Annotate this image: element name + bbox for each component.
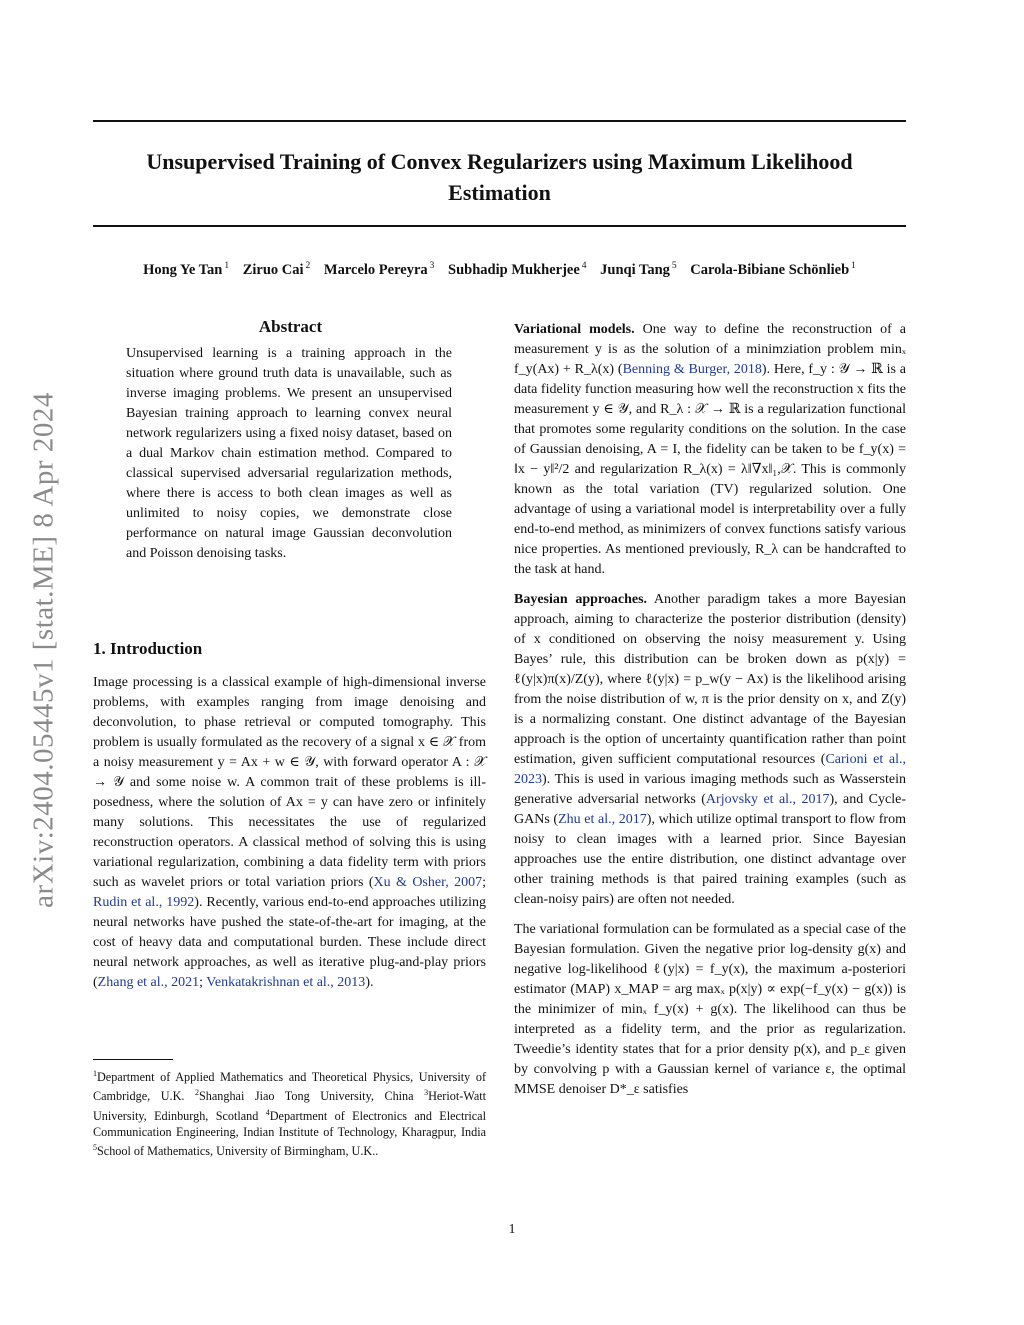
footnote-mark: 4	[265, 1107, 270, 1117]
introduction-heading: 1. Introduction	[93, 639, 203, 658]
page-number: 1	[508, 1222, 516, 1237]
author-affiliation-mark: 3	[429, 261, 435, 271]
author-affiliation-mark: 4	[581, 261, 587, 271]
affiliation: School of Mathematics, University of Birmingham, U.K..	[97, 1144, 379, 1159]
introduction-paragraph	[93, 673, 486, 993]
affiliation: Department of Electronics and Electrical Communication Engineering, Indian Institute of Technology, Kharagpur, India	[93, 1108, 486, 1140]
formulation-paragraph: The variational formulation can be formulated as a special case of the Bayesian formulation. Given the negative prior log-density g(x) and negative log-likelihood ℓ(y|x) = f_y(x), the maximum a-posteriori estimator (MAP) x_MAP = arg maxₓ p(x|y) ∝ exp(−f_y(x) − g(x)) is the minimizer of minₓ f_y(x) + g(x). The likelihood can thus be interpreted as a fidelity term, and the prior as regularization. Tweedie’s identity states that for a prior density p(x), and p_ε given by convolving p with a Gaussian kernel of variance ε, the optimal MMSE denoiser D*_ε satisfies	[514, 922, 906, 1097]
author-affiliation-mark: 5	[671, 261, 677, 271]
paragraph-heading: Bayesian approaches.	[514, 592, 648, 607]
author	[690, 262, 856, 278]
paragraph-text: ). This is used in various imaging methods such as Wasserstein generative adversarial networks (	[514, 772, 906, 807]
paragraph-text: Another paradigm takes a more Bayesian approach, aiming to characterize the posterior distribution (density) of x conditioned on observing the noisy measurement y. Using Bayes’ rule, this distribution can be broken down as p(x|y) = ℓ(y|x)π(x)/Z(y), where ℓ(y|x) = p_w(y − Ax) is the likelihood arising from the noise distribution of w, π is the prior density on x, and Z(y) is a normalizing constant. One distinct advantage of the Bayesian approach is the option of uncertainty quantification rather than point estimation, given sufficient computational resources (	[514, 592, 906, 767]
paragraph-text: ), and Cycle-GANs (	[514, 792, 906, 827]
author-name: Carola-Bibiane Schönlieb	[690, 261, 850, 278]
author	[448, 262, 587, 278]
author-name: Subhadip Mukherjee	[448, 261, 580, 278]
footnote-mark: 5	[93, 1143, 97, 1153]
paper-title: Unsupervised Training of Convex Regularizers using Maximum Likelihood Estimation	[146, 149, 853, 205]
intro-text: ). Recently, various end-to-end approaches utilizing neural networks have pushed the state-of-the-art for imaging, at the cost of heavy data and computational burden. These include direct neural network approaches, as well as iterative plug-and-play priors (	[93, 895, 487, 990]
intro-text: ;	[482, 875, 486, 890]
author-name: Hong Ye Tan	[143, 261, 223, 278]
author-affiliation-mark: 1	[851, 261, 856, 271]
arxiv-stamp: arXiv:2404.05445v1 [stat.ME] 8 Apr 2024	[27, 392, 60, 908]
citation-link[interactable]: Zhu et al., 2017	[558, 812, 647, 827]
citation-link[interactable]: Benning & Burger, 2018	[622, 362, 762, 377]
footnote-rule	[93, 1059, 173, 1060]
author	[600, 262, 677, 278]
paragraph-text: ). Here, f_y : 𝒴 → ℝ is a data fidelity function measuring how well the reconstruction x fits the measurement y ∈ 𝒴, and R_λ : 𝒳 → ℝ is a regularization functional that promotes some regularity conditions on the solution. In the case of Gaussian denoising, A = I, the fidelity can be taken to be f_y(x) = ‖x − y‖²/2 and regularization R_λ(x) = λ‖∇x‖₁,𝒳. This is commonly known as the total variation (TV) regularized solution. One advantage of using a variational model is interpretability over a fully end-to-end method, as minimizers of convex functions satisfy various nice properties. As mentioned previously, R_λ can be handcrafted to the task at hand.	[514, 362, 907, 577]
affiliation: Department of Applied Mathematics and Theoretical Physics, University of Cambridge, U.K.	[93, 1070, 486, 1104]
affiliation: Shanghai Jiao Tong University, China	[198, 1089, 425, 1104]
author-name: Junqi Tang	[600, 261, 670, 278]
title-top-rule	[93, 120, 906, 122]
bayesian-approaches-paragraph	[514, 590, 906, 910]
citation-link[interactable]: Carioni et al., 2023	[514, 752, 906, 787]
author	[143, 262, 229, 278]
paragraph-heading: Variational models.	[514, 322, 635, 337]
author	[324, 262, 434, 278]
variational-models-paragraph	[514, 320, 906, 580]
citation-link[interactable]: Zhang et al., 2021	[97, 975, 200, 990]
footnote-mark: 2	[194, 1088, 199, 1098]
citation-link[interactable]: Xu & Osher, 2007	[373, 875, 483, 890]
intro-text: ).	[365, 975, 374, 990]
author-list	[93, 261, 906, 279]
citation-link[interactable]: Arjovsky et al., 2017	[705, 792, 830, 807]
affiliations-footnote	[93, 1066, 486, 1160]
abstract-heading: Abstract	[258, 317, 323, 336]
author-name: Marcelo Pereyra	[323, 261, 428, 278]
author	[243, 262, 311, 278]
title-bottom-rule	[93, 225, 906, 227]
affiliation: Heriot-Watt University, Edinburgh, Scotland	[93, 1089, 486, 1123]
citation-link[interactable]: Rudin et al., 1992	[93, 895, 195, 910]
abstract-text: Unsupervised learning is a training approach in the situation where ground truth data is unavailable, such as inverse imaging problems. We present an unsupervised Bayesian training approach to learning convex neural network regularizers using a fixed noisy dataset, based on a dual Markov chain estimation method. Compared to classical supervised adversarial regularization methods, where there is access to both clean images as well as unlimited to noisy copies, we demonstrate close performance on natural image Gaussian deconvolution and Poisson denoising tasks.	[126, 346, 452, 561]
author-affiliation-mark: 1	[224, 261, 230, 271]
footnote-mark: 1	[93, 1069, 97, 1078]
citation-link[interactable]: Venkatakrishnan et al., 2013	[206, 975, 366, 990]
right-column	[514, 320, 906, 1110]
author-affiliation-mark: 2	[305, 261, 311, 271]
author-name: Ziruo Cai	[242, 261, 304, 278]
intro-text: ;	[199, 975, 207, 990]
paragraph-text: ), which utilize optimal transport to flow from noisy to clean images with a learned prior. Since Bayesian approaches use the entire distribution, one distinct advantage over other training methods is that paired training examples (such as clean-noisy pairs) are often not needed.	[514, 812, 906, 907]
intro-text: Image processing is a classical example of high-dimensional inverse problems, with examples ranging from image denoising and deconvolution, to phase retrieval or computed tomography. This problem is usually formulated as the recovery of a signal x ∈ 𝒳 from a noisy measurement y = Ax + w ∈ 𝒴, with forward operator A : 𝒳 → 𝒴 and some noise w. A common trait of these problems is ill-posedness, where the solution of Ax = y can have zero or infinitely many solutions. This necessitates the use of regularized reconstruction operators. A classical method of solving this is using variational regularization, combining a data fidelity term with priors such as wavelet priors or total variation priors (	[93, 675, 486, 890]
paragraph-text: One way to define the reconstruction of a measurement y is as the solution of a minimziation problem minₓ f_y(Ax) + R_λ(x) (	[514, 322, 906, 377]
footnote-mark: 3	[424, 1088, 429, 1098]
